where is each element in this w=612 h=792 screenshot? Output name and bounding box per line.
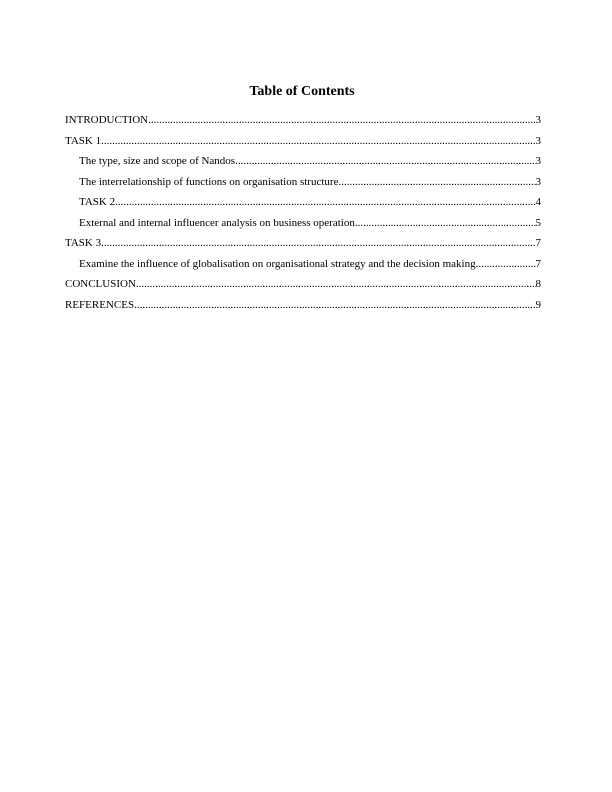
toc-page-number: 9 — [535, 298, 541, 311]
toc-entry-task-1[interactable] — [65, 134, 541, 155]
toc-page-number: 8 — [535, 278, 541, 290]
toc-title: Table of Contents — [249, 84, 355, 99]
toc-entry-references[interactable] — [65, 298, 541, 319]
toc-entry-task-2[interactable] — [65, 195, 541, 216]
toc-entry-label: External and internal influencer analysis on business operation — [79, 216, 355, 229]
toc-entry-influencer-analysis[interactable] — [65, 216, 541, 237]
table-of-contents — [65, 113, 541, 318]
toc-page-number: 3 — [535, 155, 541, 167]
toc-dot-leader — [115, 195, 535, 209]
toc-page-number: 3 — [535, 114, 541, 126]
toc-page-number: 3 — [535, 175, 541, 188]
toc-dot-leader — [235, 154, 535, 168]
toc-entry-label: REFERENCES — [65, 298, 135, 311]
toc-dot-leader — [476, 257, 536, 271]
toc-entry-label: The type, size and scope of Nandos — [79, 155, 236, 167]
toc-entry-label: The interrelationship of functions on organisation structure — [79, 175, 339, 188]
toc-dot-leader — [134, 298, 535, 312]
toc-entry-label: TASK 3 — [65, 237, 102, 249]
toc-entry-label: INTRODUCTION — [65, 114, 149, 126]
toc-page-number: 4 — [535, 196, 541, 208]
toc-entry-label: Examine the influence of globalisation on organisational strategy and the decision making — [79, 257, 476, 270]
toc-dot-leader — [338, 175, 535, 189]
toc-entry-interrelationship[interactable] — [65, 175, 541, 196]
toc-dot-leader — [355, 216, 536, 230]
toc-dot-leader — [136, 277, 536, 291]
toc-dot-leader — [101, 236, 535, 250]
toc-page-number: 5 — [535, 216, 541, 229]
toc-entry-label: TASK 2 — [79, 196, 116, 208]
toc-entry-task-3[interactable] — [65, 236, 541, 257]
toc-entry-label: CONCLUSION — [65, 278, 136, 290]
toc-entry-conclusion[interactable] — [65, 277, 541, 298]
toc-entry-type-size-scope[interactable] — [65, 154, 541, 175]
toc-dot-leader — [148, 113, 535, 127]
toc-entry-label: TASK 1 — [65, 134, 102, 147]
toc-page-number: 7 — [535, 237, 541, 249]
toc-entry-globalisation[interactable] — [65, 257, 541, 278]
toc-page-number: 3 — [535, 134, 541, 147]
toc-dot-leader — [101, 134, 535, 148]
toc-entry-introduction[interactable] — [65, 113, 541, 134]
toc-page-number: 7 — [535, 257, 541, 270]
